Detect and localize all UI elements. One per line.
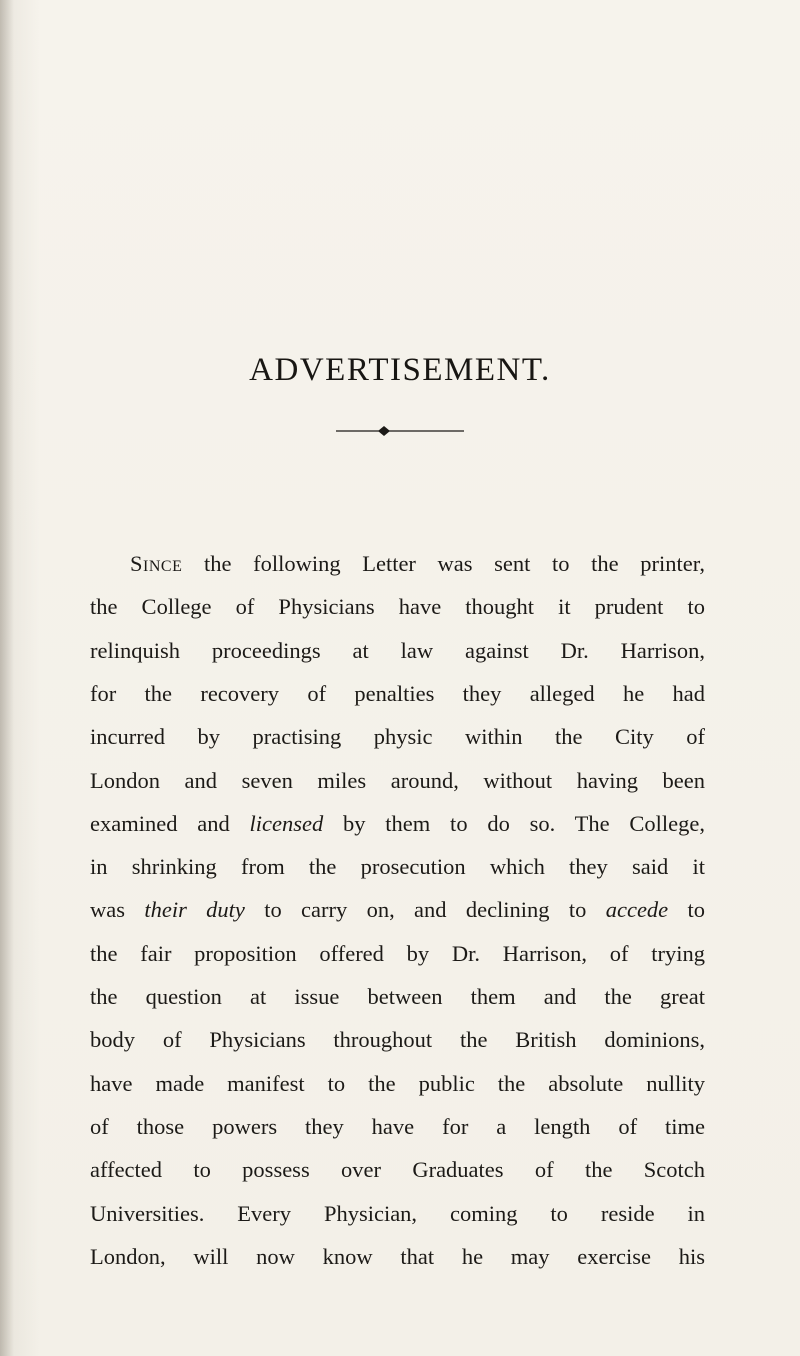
text-line <box>90 1112 705 1142</box>
text-line <box>90 852 705 882</box>
text-segment: the following Letter was sent to the printer, <box>182 551 705 576</box>
italic-phrase: accede <box>605 897 669 922</box>
text-line <box>90 809 705 839</box>
text-line <box>90 1199 705 1229</box>
text-segment: body of Physicians throughout the British dominions, <box>90 1027 705 1052</box>
text-segment: London, will now know that he may exercise his <box>90 1244 705 1269</box>
text-line <box>90 895 705 925</box>
text-segment: for the recovery of penalties they alleged he had <box>90 681 705 706</box>
text-line <box>90 1242 705 1272</box>
text-line <box>90 722 705 752</box>
text-line <box>90 1069 705 1099</box>
text-segment: relinquish proceedings at law against Dr. Harrison, <box>90 638 705 663</box>
lead-word: Since <box>130 551 183 576</box>
text-line <box>90 1155 705 1185</box>
text-line <box>90 679 705 709</box>
text-segment: examined and <box>90 811 250 836</box>
text-segment: to <box>668 897 705 922</box>
text-line <box>90 939 705 969</box>
text-segment: of those powers they have for a length of time <box>90 1114 705 1139</box>
text-segment: affected to possess over Graduates of the Scotch <box>90 1157 705 1182</box>
text-segment: London and seven miles around, without having been <box>90 768 705 793</box>
text-segment: Universities. Every Physician, coming to reside in <box>90 1201 705 1226</box>
text-segment: the fair proposition offered by Dr. Harrison, of trying <box>90 941 705 966</box>
italic-phrase: licensed <box>249 811 324 836</box>
spine-shadow <box>0 0 14 1356</box>
page-title: ADVERTISEMENT. <box>249 352 551 388</box>
text-segment: to carry on, and declining to <box>244 897 606 922</box>
italic-phrase: their duty <box>144 897 245 922</box>
divider-ornament <box>336 425 464 437</box>
text-segment: was <box>90 897 145 922</box>
text-line <box>90 636 705 666</box>
text-segment: incurred by practising physic within the City of <box>90 724 705 749</box>
text-line <box>90 592 705 622</box>
text-line <box>90 766 705 796</box>
text-segment: by them to do so. The College, <box>323 811 705 836</box>
text-line <box>90 982 705 1012</box>
text-segment: the question at issue between them and the great <box>90 984 705 1009</box>
text-segment: the College of Physicians have thought it prudent to <box>90 594 705 619</box>
text-segment: in shrinking from the prosecution which they said it <box>90 854 705 879</box>
text-line <box>130 549 705 579</box>
text-line <box>90 1025 705 1055</box>
text-segment: have made manifest to the public the absolute nullity <box>90 1071 705 1096</box>
